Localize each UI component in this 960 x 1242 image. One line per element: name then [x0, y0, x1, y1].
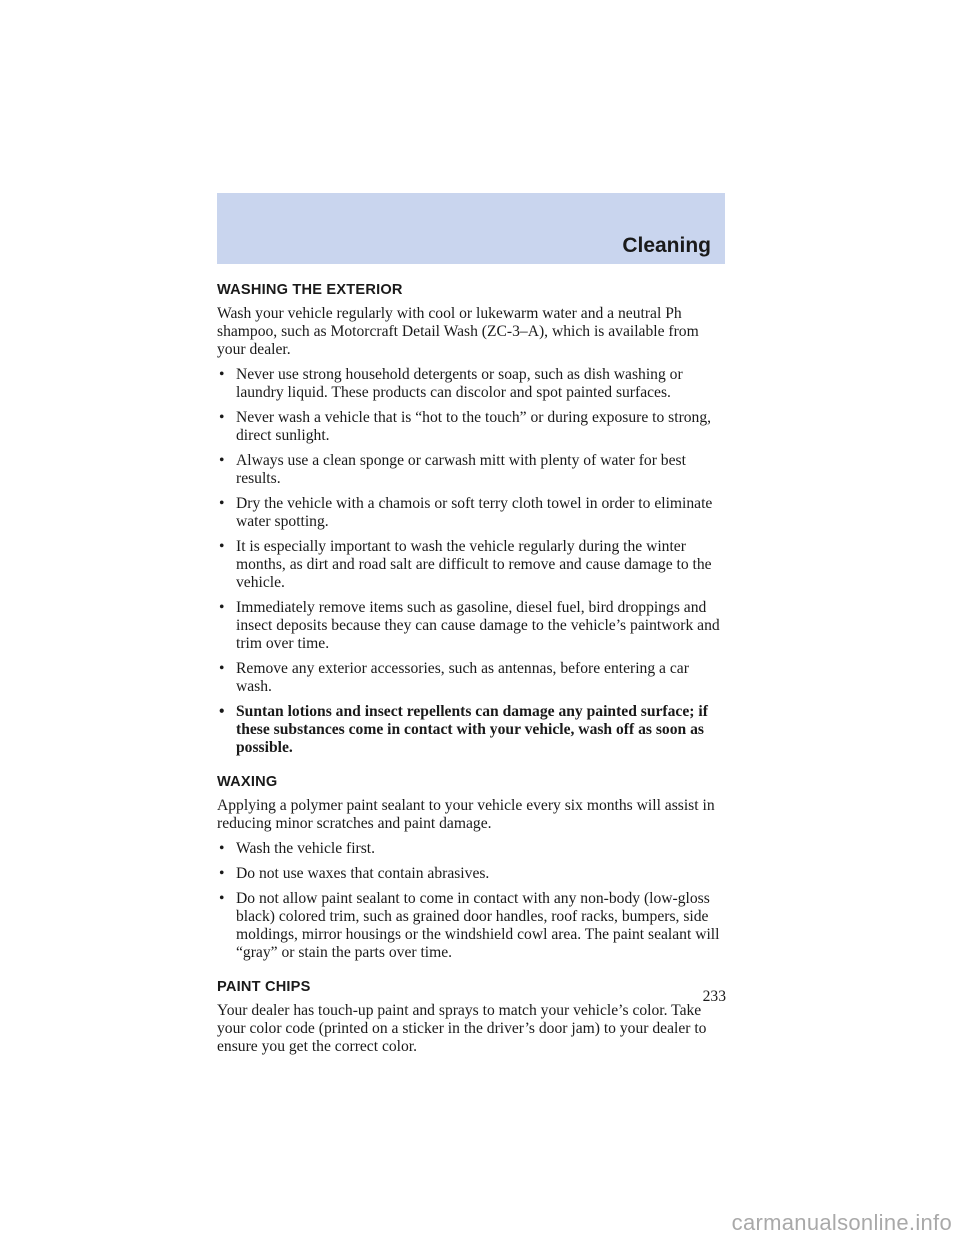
waxing-intro: Applying a polymer paint sealant to your vehicle every six months will assist in reducing minor scratches and paint damage. — [217, 797, 715, 832]
watermark-link[interactable]: carmanualsonline.info — [731, 1210, 952, 1235]
bullet-icon: • — [219, 890, 225, 907]
list-item-text: Suntan lotions and insect repellents can damage any painted surface; if these substances come in contact with your vehicle, wash off as soon as possible. — [236, 703, 708, 756]
list-item — [217, 660, 725, 696]
bullet-icon: • — [219, 366, 225, 383]
list-item-text: Dry the vehicle with a chamois or soft terry cloth towel in order to eliminate water spotting. — [236, 495, 713, 530]
bullet-icon: • — [219, 599, 225, 616]
bullet-icon: • — [219, 495, 225, 512]
list-item-text: Always use a clean sponge or carwash mitt with plenty of water for best results. — [236, 452, 686, 487]
list-item-text: Immediately remove items such as gasoline, diesel fuel, bird droppings and insect deposits because they can cause damage to the vehicle’s paintwork and trim over time. — [236, 599, 720, 652]
list-item-text: It is especially important to wash the vehicle regularly during the winter months, as dirt and road salt are difficult to remove and cause damage to the vehicle. — [236, 538, 712, 591]
waxing-heading: WAXING — [217, 774, 278, 790]
paint-chips-heading: PAINT CHIPS — [217, 979, 311, 995]
page-content — [217, 281, 725, 1063]
list-item-text: Do not allow paint sealant to come in contact with any non-body (low-gloss black) colored trim, such as grained door handles, roof racks, bumpers, side moldings, mirror housings or the windshield cowl area. The paint sealant will “gray” or stain the parts over time. — [236, 890, 720, 961]
bullet-icon: • — [219, 660, 225, 677]
list-item-text: Remove any exterior accessories, such as antennas, before entering a car wash. — [236, 660, 689, 695]
list-item — [217, 538, 725, 592]
list-item — [217, 865, 725, 883]
list-item-text: Do not use waxes that contain abrasives. — [236, 865, 490, 882]
paint-chips-body: Your dealer has touch-up paint and sprays to match your vehicle’s color. Take your color code (printed on a sticker in the driver’s door jam) to your dealer to ensure you get the correct color. — [217, 1002, 707, 1055]
list-item-text: Never wash a vehicle that is “hot to the touch” or during exposure to strong, direct sunlight. — [236, 409, 712, 444]
washing-heading: WASHING THE EXTERIOR — [217, 282, 403, 298]
list-item — [217, 409, 725, 445]
list-item-text: Wash the vehicle first. — [236, 840, 376, 857]
list-item — [217, 890, 725, 962]
section-title: Cleaning — [622, 234, 711, 257]
warning-list-item — [217, 703, 725, 757]
list-item — [217, 495, 725, 531]
bullet-icon: • — [219, 865, 225, 882]
waxing-list — [217, 840, 725, 962]
list-item — [217, 366, 725, 402]
list-item — [217, 840, 725, 858]
bullet-icon: • — [219, 452, 225, 469]
list-item — [217, 452, 725, 488]
bullet-icon: • — [219, 538, 225, 555]
washing-intro: Wash your vehicle regularly with cool or lukewarm water and a neutral Ph shampoo, such as Motorcraft Detail Wash (ZC-3–A), which is available from your dealer. — [217, 305, 699, 358]
page-number: 233 — [702, 988, 726, 1005]
bullet-icon: • — [219, 703, 225, 720]
bullet-icon: • — [219, 409, 225, 426]
washing-list — [217, 366, 725, 757]
list-item — [217, 599, 725, 653]
list-item-text: Never use strong household detergents or soap, such as dish washing or laundry liquid. These products can discolor and spot painted surfaces. — [236, 366, 683, 401]
bullet-icon: • — [219, 840, 225, 857]
section-header-band — [217, 193, 725, 264]
